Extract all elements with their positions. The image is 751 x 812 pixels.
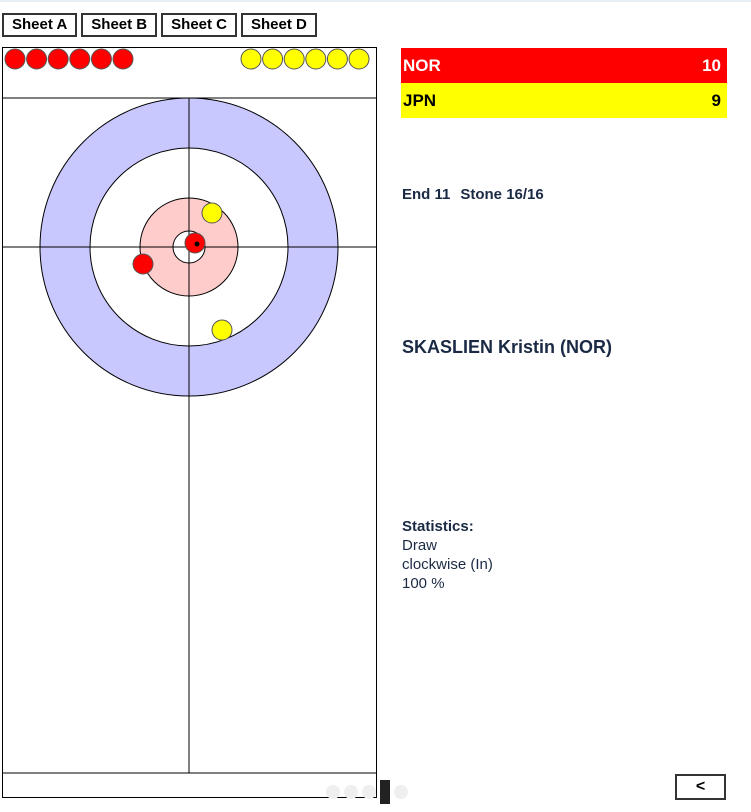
stone-label: Stone 16/16 [460,186,544,203]
remaining-stone-red [113,49,133,69]
player-name: SKASLIEN Kristin (NOR) [402,337,613,357]
stone-jpn [202,203,222,223]
end-stone-info [402,186,544,203]
remaining-stone-red [70,49,90,69]
indicator-dot [362,785,376,799]
score-row-nor [401,48,727,83]
remaining-stone-yellow [349,49,369,69]
remaining-stone-yellow [284,49,304,69]
remaining-stone-red [5,49,25,69]
statistics-panel [402,517,493,593]
stone-nor [133,254,153,274]
remaining-stone-yellow [241,49,261,69]
back-button[interactable]: < [675,774,726,800]
statistics-shot: Draw [402,537,438,554]
top-border [0,0,751,2]
tab-sheet-a[interactable]: Sheet A [2,13,77,37]
team-name-jpn: JPN [403,90,437,110]
indicator-current [380,780,390,804]
team-score-jpn: 9 [711,90,721,110]
score-row-jpn [401,83,727,118]
sheet-tabs [2,13,317,37]
team-score-nor: 10 [702,55,721,75]
tab-sheet-c[interactable]: Sheet C [161,13,237,37]
button-center-mark [195,242,200,247]
curling-sheet [2,47,378,799]
statistics-rotation: clockwise (In) [402,556,493,573]
tab-sheet-d[interactable]: Sheet D [241,13,317,37]
team-name-nor: NOR [403,55,441,75]
stone-jpn [212,320,232,340]
remaining-stone-red [91,49,111,69]
statistics-percent: 100 % [402,575,445,592]
remaining-stone-yellow [327,49,347,69]
remaining-stone-red [48,49,68,69]
playback-indicator [326,780,408,804]
indicator-dot [326,785,340,799]
indicator-dot [394,785,408,799]
indicator-dot [344,785,358,799]
statistics-title: Statistics: [402,518,474,535]
remaining-stone-yellow [263,49,283,69]
remaining-stone-yellow [306,49,326,69]
tab-sheet-b[interactable]: Sheet B [81,13,157,37]
remaining-stone-red [27,49,47,69]
end-label: End 11 [402,186,451,203]
